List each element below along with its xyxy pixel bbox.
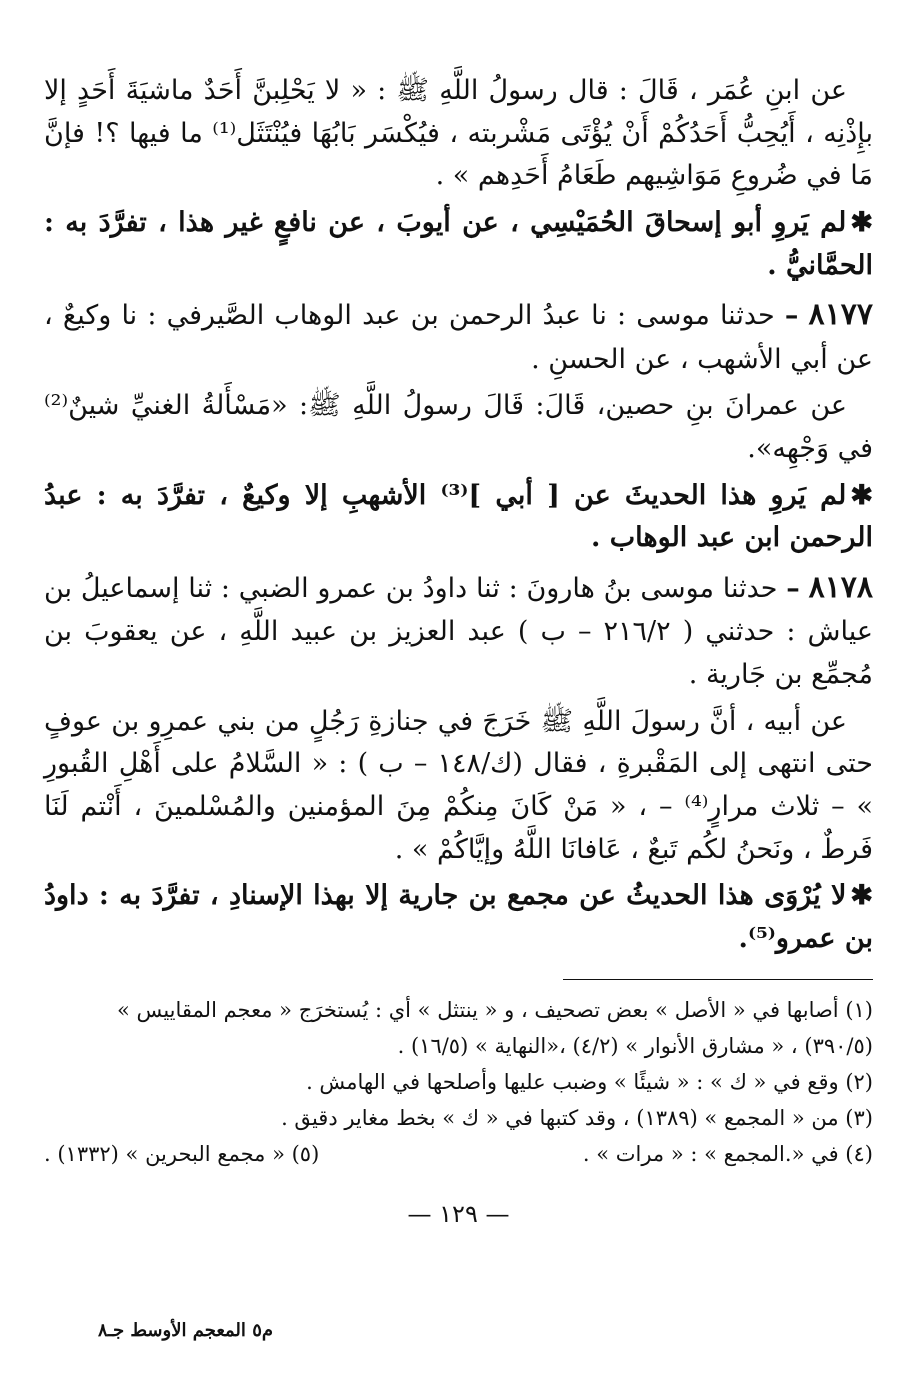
commentary-note bbox=[44, 202, 873, 287]
hadith-number: ٨١٧٨ bbox=[808, 569, 874, 605]
footnote-4: (٤) في «.المجمع » : « مرات » . bbox=[582, 1142, 873, 1167]
page-number: — ١٢٩ — bbox=[407, 1200, 510, 1229]
dash-separator: – bbox=[786, 572, 800, 604]
footnote-1: (١) أصابها في « الأصل » بعض تصحيف ، و « ينتثل » أي : يُستخرَج « معجم المقاييس » (٣٩٠/٥) ، « مشارق الأنوار » (٤/٢) ،«النهاية » (١٦/٥) . bbox=[117, 997, 873, 1058]
hadith-number: ٨١٧٧ bbox=[808, 297, 873, 333]
commentary-note bbox=[44, 475, 873, 560]
star-marker: ✱ bbox=[850, 479, 873, 511]
hadith-text: عن أبيه ، أنَّ رسولَ اللَّهِ ﷺ خَرَجَ في جنازةِ رَجُلٍ من بني عمرِو بن عوفٍ حتى انتهى إلى المَقْبرةِ ، فقال (ك/١٤٨ – ب ) : « السَّلامُ على أَهْلِ القُبورِ » – ثلاث مرارٍ⁽⁴⁾ – ، « مَنْ كَانَ مِنكُمْ مِنَ المؤمنين والمُسْلمينَ ، أَنْتم لَنَا فَرطٌ ، ونَحنُ لكُم تَبعٌ ، عَافانَا اللَّهُ وإيَّاكُمْ » . bbox=[44, 705, 873, 865]
hadith-text: عن ابنِ عُمَر ، قَالَ : قال رسولُ اللَّهِ ﷺ : « لا يَحْلِبنَّ أَحَدٌ ماشيَةَ أَحَدٍ إلا بإِذْنِه ، أَيُحِبُّ أَحَدُكُمْ أَنْ يُؤْتَى مَشْربته ، فيُكْسَر بَابُهَا فيُنْتَثَل⁽¹⁾ ما فيها ؟! فإنَّ مَا في ضُروعِ مَوَاشِيهم طَعَامُ أَحَدِهم » . bbox=[44, 75, 873, 192]
dash-separator: – bbox=[784, 300, 799, 332]
footnote-divider bbox=[563, 979, 873, 980]
hadith-chain bbox=[44, 564, 873, 697]
chain-text: حدثنا موسى بنُ هارونَ : ثنا داودُ بن عمرو الضبي : ثنا إسماعيلُ بن عياش : حدثني ( ٢١٦/٢ – ب ) عبد العزيز بن عبيد اللَّهِ ، عن يعقوبَ بن مُجمِّع بن جَارية . bbox=[44, 572, 874, 690]
footnotes bbox=[44, 992, 873, 1173]
footnote-3: (٣) من « المجمع » (١٣٨٩) ، وقد كتبها في « ك » بخط مغاير دقيق . bbox=[281, 1105, 873, 1130]
footnote-row bbox=[44, 1136, 873, 1172]
main-text bbox=[44, 70, 873, 961]
signature-footer: م٥ المعجم الأوسط جـ٨ bbox=[98, 1320, 274, 1341]
star-marker: ✱ bbox=[850, 206, 873, 238]
commentary-text: لم يَروِ هذا الحديثَ عن [ أبي ]⁽³⁾ الأشهبِ إلا وكيعٌ ، تفرَّدَ به : عبدُ الرحمن ابن عبد الوهاب . bbox=[44, 479, 873, 554]
commentary-text: لم يَروِ أبو إسحاقَ الحُمَيْسِي ، عن أيوبَ ، عن نافعٍ غير هذا ، تفرَّدَ به : الحمَّانيُّ . bbox=[44, 206, 873, 281]
commentary-note bbox=[44, 875, 873, 960]
chain-text: حدثنا موسى : نا عبدُ الرحمن بن عبد الوهاب الصَّيرفي : نا وكيعٌ ، عن أبي الأشهب ، عن الحسنِ . bbox=[44, 300, 873, 375]
page-body bbox=[44, 70, 873, 1228]
commentary-text: لا يُرْوَى هذا الحديثُ عن مجمع بن جارية إلا بهذا الإسنادِ ، تفرَّدَ به : داودُ بن عمرو⁽⁵⁾. bbox=[44, 880, 873, 954]
star-marker: ✱ bbox=[850, 880, 873, 912]
footnote-2: (٢) وقع في « ك » : « شيئًا » وضبب عليها وأصلحها في الهامش . bbox=[306, 1069, 873, 1094]
footnote-5: (٥) « مجمع البحرين » (١٣٣٢) . bbox=[44, 1142, 320, 1167]
hadith-text: عن عمرانَ بنِ حصين، قَالَ: قَالَ رسولُ اللَّهِ ﷺ: «مَسْأَلةُ الغنيِّ شينٌ⁽²⁾ في وَجْهِه». bbox=[44, 390, 873, 464]
hadith-chain bbox=[44, 291, 873, 381]
